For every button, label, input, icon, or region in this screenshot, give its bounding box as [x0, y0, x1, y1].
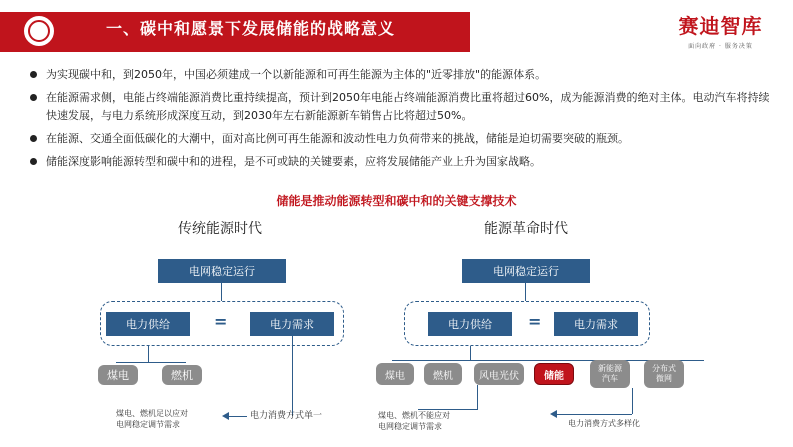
left-connector: [292, 336, 293, 416]
arrow-left-icon: [550, 410, 557, 418]
left-equals: =: [214, 312, 228, 331]
left-source-gas: 燃机: [162, 365, 202, 385]
left-era-title: 传统能源时代: [178, 221, 262, 237]
right-equals: =: [528, 312, 542, 331]
bullet-item: 储能深度影响能源转型和碳中和的进程，是不可或缺的关键要素，应将发展储能产业上升为国家战略。: [30, 153, 780, 171]
left-connector: [116, 362, 186, 363]
left-source-coal: 煤电: [98, 365, 138, 385]
right-era-title: 能源革命时代: [484, 221, 568, 237]
right-source-gas: 燃机: [424, 363, 462, 385]
bullet-item: 为实现碳中和，到2050年，中国必须建成一个以新能源和可再生能源为主体的"近零排放"的能源体系。: [30, 66, 780, 84]
right-connector: [470, 346, 471, 360]
right-source-wind-solar: 风电光伏: [474, 363, 524, 385]
right-demand-note: 电力消费方式多样化: [568, 419, 640, 428]
right-connector: [556, 414, 632, 415]
bullet-dot-icon: [30, 158, 37, 165]
right-storage-box: 储能: [534, 363, 574, 385]
right-connector: [632, 388, 633, 414]
brand-logo: [663, 10, 778, 50]
left-grid-box: 电网稳定运行: [158, 259, 286, 283]
bullet-dot-icon: [30, 135, 37, 142]
left-supply-box: 电力供给: [106, 312, 190, 336]
globe-icon: [22, 14, 56, 48]
bullet-dot-icon: [30, 94, 37, 101]
right-connector: [477, 385, 478, 409]
brand-name: 赛迪智库: [678, 14, 763, 38]
left-demand-note: 电力消费方式单一: [250, 411, 323, 421]
left-source-note: 煤电、燃机足以应对 电网稳定调节需求: [116, 409, 188, 429]
bullet-item: 在能源需求侧，电能占终端能源消费比重持续提高，预计到2050年电能占终端能源消费比重将超过60%，成为能源消费的绝对主体。电动汽车将持续快速发展，与电力系统形成深度互动，到2030年左右新能源新车销售占比将超过50%。: [30, 89, 780, 125]
brand-tagline: 面向政府 · 服务决策: [688, 43, 753, 50]
left-demand-box: 电力需求: [250, 312, 334, 336]
left-connector: [148, 346, 149, 362]
left-connector: [229, 416, 247, 417]
bullet-dot-icon: [30, 71, 37, 78]
left-connector: [221, 283, 222, 301]
arrow-left-icon: [222, 412, 229, 420]
page-title: 一、碳中和愿景下发展储能的战略意义: [106, 19, 396, 38]
right-supply-box: 电力供给: [428, 312, 512, 336]
section-subtitle: 储能是推动能源转型和碳中和的关键支撑技术: [276, 194, 517, 208]
right-connector: [525, 283, 526, 301]
right-demand-microgrid: 分布式 微网: [644, 360, 684, 388]
right-source-coal: 煤电: [376, 363, 414, 385]
bullet-list: [30, 66, 780, 176]
right-demand-ev: 新能源 汽车: [590, 360, 630, 388]
right-grid-box: 电网稳定运行: [462, 259, 590, 283]
right-demand-box: 电力需求: [554, 312, 638, 336]
right-source-note: 煤电、燃机不能应对 电网稳定调节需求: [378, 411, 450, 431]
bullet-item: 在能源、交通全面低碳化的大潮中，面对高比例可再生能源和波动性电力负荷带来的挑战，储能是迫切需要突破的瓶颈。: [30, 130, 780, 148]
